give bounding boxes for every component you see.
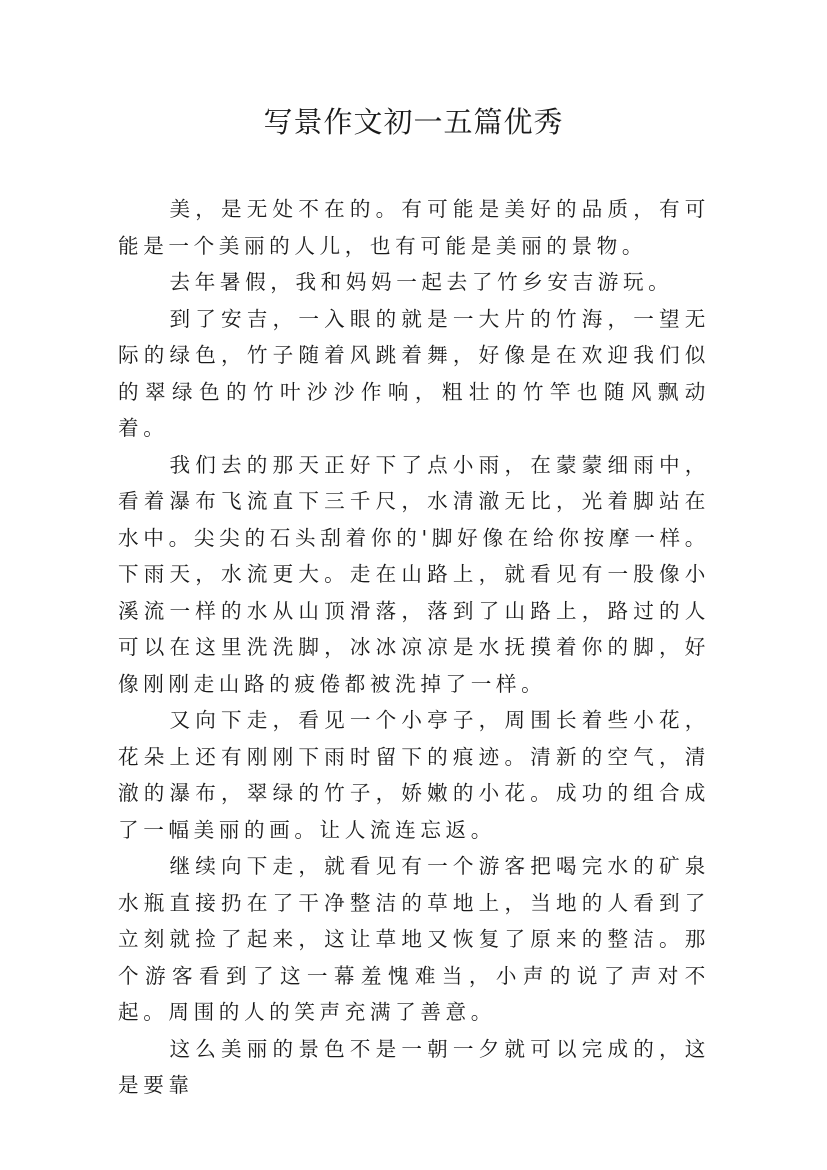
paragraph: 继续向下走，就看见有一个游客把喝完水的矿泉水瓶直接扔在了干净整洁的草地上，当地的人看到了立刻就捡了起来，这让草地又恢复了原来的整洁。那个游客看到了这一幕羞愧难当，小声的说了声对不起。周围的人的笑声充满了善意。 xyxy=(118,854,710,1024)
paragraph: 到了安吉，一入眼的就是一大片的竹海，一望无际的绿色，竹子随着风跳着舞，好像是在欢迎我们似的翠绿色的竹叶沙沙作响，粗壮的竹竿也随风飘动着。 xyxy=(118,306,710,440)
paragraph: 又向下走，看见一个小亭子，周围长着些小花，花朵上还有刚刚下雨时留下的痕迹。清新的空气，清澈的瀑布，翠绿的竹子，娇嫩的小花。成功的组合成了一幅美丽的画。让人流连忘返。 xyxy=(118,708,710,842)
paragraph: 这么美丽的景色不是一朝一夕就可以完成的，这是要靠 xyxy=(118,1036,710,1097)
paragraph: 我们去的那天正好下了点小雨，在蒙蒙细雨中，看着瀑布飞流直下三千尺，水清澈无比，光着脚站在水中。尖尖的石头刮着你的'脚好像在给你按摩一样。下雨天，水流更大。走在山路上，就看见有一股像小溪流一样的水从山顶滑落，落到了山路上，路过的人可以在这里洗洗脚，冰冰凉凉是水抚摸着你的脚，好像刚刚走山路的疲倦都被洗掉了一样。 xyxy=(118,452,710,696)
paragraph: 美，是无处不在的。有可能是美好的品质，有可能是一个美丽的人儿，也有可能是美丽的景物。 xyxy=(118,197,710,258)
document-body xyxy=(118,191,710,1104)
document-title: 写景作文初一五篇优秀 xyxy=(263,105,564,139)
paragraph: 去年暑假，我和妈妈一起去了竹乡安吉游玩。 xyxy=(169,270,674,294)
